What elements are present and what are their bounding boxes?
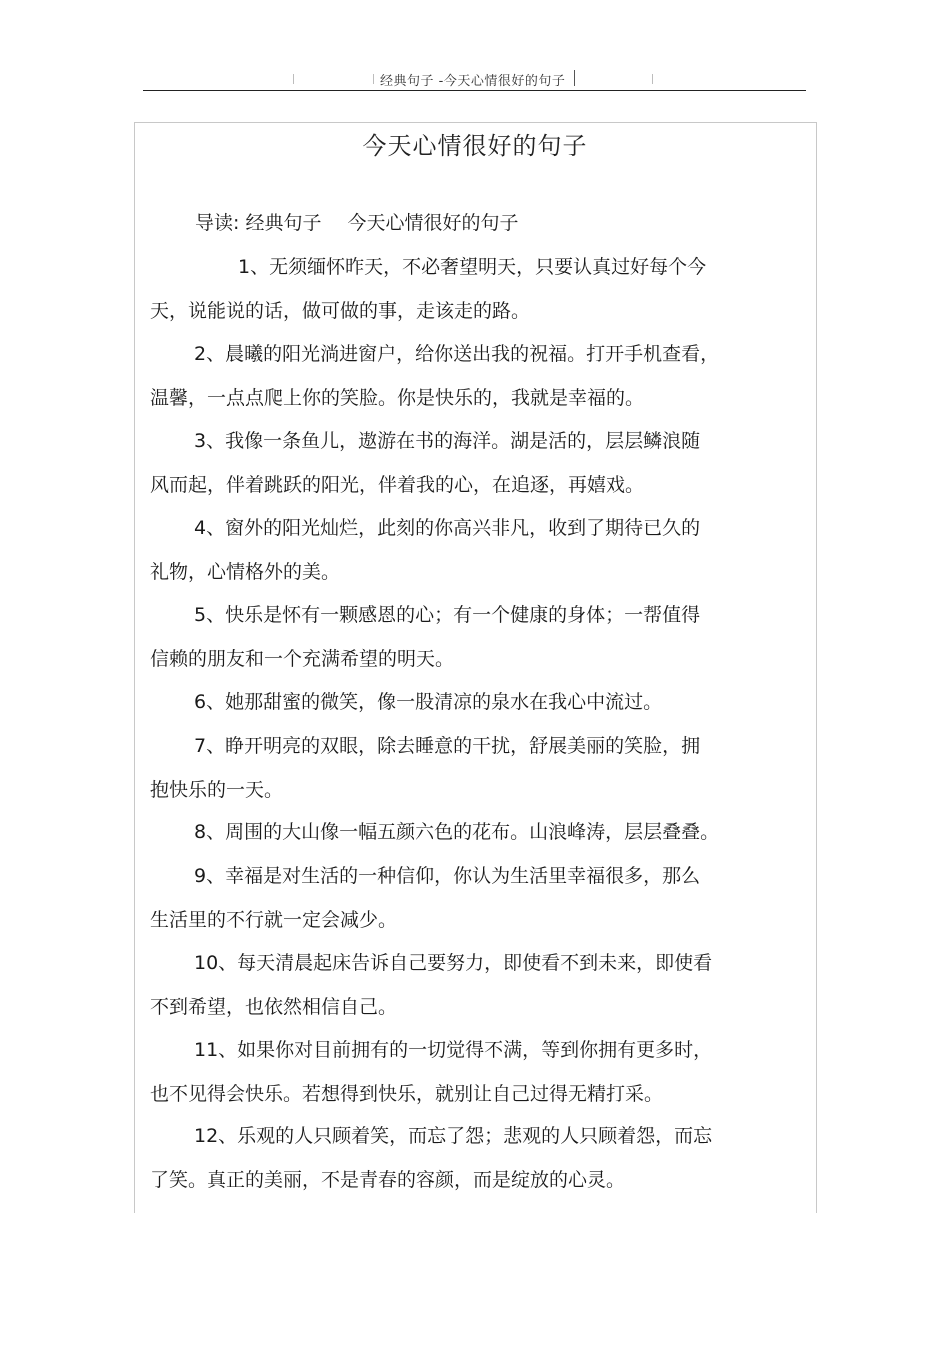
list-item xyxy=(150,855,790,942)
item-line-2: 抱快乐的一天。 xyxy=(150,778,284,801)
header-tick-left xyxy=(293,74,294,84)
page-header xyxy=(0,66,950,94)
header-tick-mid xyxy=(373,74,374,84)
header-rule xyxy=(143,90,806,91)
intro-title: 今天心情很好的句子 xyxy=(347,212,519,234)
intro-category: 经典句子 xyxy=(245,212,322,234)
intro-line xyxy=(195,208,519,235)
item-line-1: 6、她那甜蜜的微笑，像一股清凉的泉水在我心中流过。 xyxy=(194,691,663,713)
item-line-1: 1、无须缅怀昨天，不必奢望明天，只要认真过好每个今 xyxy=(238,256,707,278)
item-line-1: 12、乐观的人只顾着笑，而忘了怨；悲观的人只顾着怨，而忘 xyxy=(194,1125,713,1147)
item-line-2: 风而起，伴着跳跃的阳光，伴着我的心，在追逐，再嬉戏。 xyxy=(150,473,645,496)
item-line-1: 5、快乐是怀有一颗感恩的心；有一个健康的身体；一帮值得 xyxy=(194,604,701,626)
header-tick-right-a xyxy=(574,70,575,86)
item-line-2: 礼物，心情格外的美。 xyxy=(150,560,341,583)
item-line-1: 3、我像一条鱼儿，遨游在书的海洋。湖是活的，层层鳞浪随 xyxy=(194,430,701,452)
item-line-2: 也不见得会快乐。若想得到快乐，就别让自己过得无精打采。 xyxy=(150,1082,664,1105)
list-item xyxy=(150,246,790,333)
item-line-2: 信赖的朋友和一个充满希望的明天。 xyxy=(150,647,455,670)
list-item xyxy=(150,725,790,812)
item-line-1: 10、每天清晨起床告诉自己要努力，即使看不到未来，即使看 xyxy=(194,952,713,974)
header-tick-right-b xyxy=(652,74,653,84)
item-line-1: 9、幸福是对生活的一种信仰，你认为生活里幸福很多，那么 xyxy=(194,865,701,887)
list-item xyxy=(150,1029,790,1116)
item-line-2: 生活里的不行就一定会减少。 xyxy=(150,908,398,931)
item-line-2: 了笑。真正的美丽，不是青春的容颜，而是绽放的心灵。 xyxy=(150,1168,626,1191)
running-header-title: 经典句子 -今天心情很好的句子 xyxy=(380,74,566,89)
list-item xyxy=(150,507,790,594)
item-line-1: 11、如果你对目前拥有的一切觉得不满，等到你拥有更多时， xyxy=(194,1039,713,1061)
list-item xyxy=(150,333,790,420)
item-line-1: 4、窗外的阳光灿烂，此刻的你高兴非凡，收到了期待已久的 xyxy=(194,517,701,539)
list-item xyxy=(150,811,790,855)
item-line-2: 不到希望，也依然相信自己。 xyxy=(150,995,398,1018)
document-title: 今天心情很好的句子 xyxy=(362,132,588,160)
list-item xyxy=(150,420,790,507)
list-item xyxy=(150,681,790,725)
intro-label: 导读: xyxy=(195,212,240,234)
item-line-1: 2、晨曦的阳光淌进窗户，给你送出我的祝福。打开手机查看， xyxy=(194,343,720,365)
list-item xyxy=(150,594,790,681)
list-item xyxy=(150,942,790,1029)
item-line-2: 天，说能说的话，做可做的事，走该走的路。 xyxy=(150,299,531,322)
list-item xyxy=(150,1115,790,1202)
item-line-1: 7、睁开明亮的双眼，除去睡意的干扰，舒展美丽的笑脸，拥 xyxy=(194,735,701,757)
item-line-1: 8、周围的大山像一幅五颜六色的花布。山浪峰涛，层层叠叠。 xyxy=(194,821,720,843)
item-line-2: 温馨，一点点爬上你的笑脸。你是快乐的，我就是幸福的。 xyxy=(150,386,645,409)
